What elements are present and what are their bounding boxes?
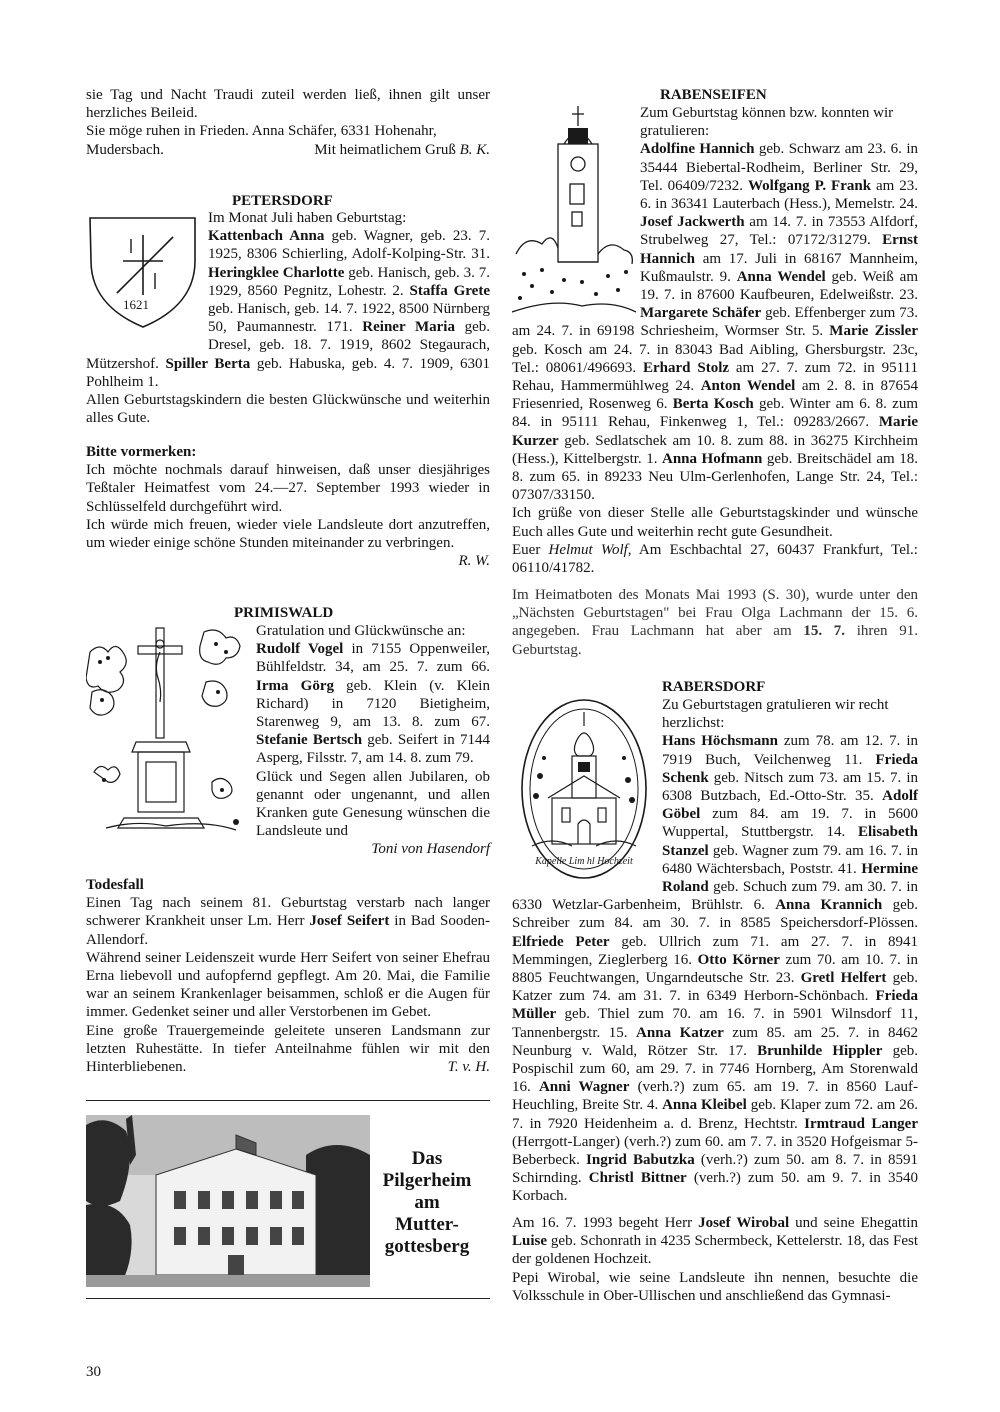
intro-line-2: Sie möge ruhen in Frieden. Anna Schäfer, 6331 Hohenahr, Mudersbach. bbox=[86, 123, 437, 158]
pilgerheim-photo bbox=[86, 1115, 370, 1287]
intro-line-1: sie Tag und Nacht Traudi zuteil werden ließ, ihnen gilt unser herzliches Beileid. bbox=[86, 87, 490, 122]
vormerken-title: Bitte vormerken: bbox=[86, 444, 197, 460]
caption-line: am bbox=[414, 1192, 440, 1213]
petersdorf-closing: Allen Geburtstagskindern die besten Glückwünsche und weiterhin alles Gute. bbox=[86, 392, 490, 427]
church-spacer bbox=[512, 104, 640, 322]
todesfall-p3: Eine große Trauergemeinde geleitete unseren Landsmann zur letzten Ruhestätte. In tiefer Anteilnahme fühlen wir mit den Hinterbliebenen. bbox=[86, 1022, 490, 1076]
vormerken-signoff: R. W. bbox=[458, 553, 490, 570]
rabersdorf-section bbox=[512, 696, 918, 1206]
petersdorf-section bbox=[86, 209, 490, 427]
vormerken-p1: Ich möchte nochmals darauf hinweisen, daß unser diesjähriges Teßtaler Heimatfest vom 24.—27. September 1993 wieder in Schlüsselfeld durchgeführt wird. bbox=[86, 462, 490, 515]
caption-line: Mutter- bbox=[395, 1214, 459, 1235]
rabenseifen-section bbox=[512, 104, 918, 577]
todesfall-signoff: T. v. H. bbox=[447, 1059, 490, 1076]
rabenseifen-intro: Zum Geburtstag können bzw. konnten wir gratulieren: bbox=[640, 105, 894, 140]
primiswald-section bbox=[256, 622, 490, 859]
photo-caption bbox=[372, 1148, 482, 1258]
correction-notice: Im Heimatboten des Monats Mai 1993 (S. 30), wurde unter den „Nächsten Geburtstagen" bei Frau Olga Lachmann der 15. 6. angegeben. Frau Lachmann hat aber am 15. 7. ihren 91. Geburtstag. bbox=[512, 587, 918, 658]
petersdorf-title: PETERSDORF bbox=[232, 193, 333, 209]
rabenseifen-closing: Ich grüße von dieser Stelle alle Geburtstagskinder und wünsche Euch alles Gute und weiterhin recht gute Gesundheit. bbox=[512, 505, 918, 540]
todesfall-section bbox=[86, 876, 490, 1076]
primiswald-signoff: Toni von Hasendorf bbox=[371, 841, 490, 858]
todesfall-p2: Während seiner Leidenszeit wurde Herr Seifert von seiner Ehefrau Erna liebevoll und aufopfernd gepflegt. Am 20. Mai, die Familie war an seinem Krankenlager beisammen, schloß er die Augen für immer. Gedenket seiner und aller Verstorbenen im Gebet. bbox=[86, 949, 490, 1021]
hochzeit-p2: Pepi Wirobal, wie seine Landsleute ihn nennen, besuchte die Volksschule in Ober-Ullischen und anschließend das Gymnasi- bbox=[512, 1269, 918, 1304]
todesfall-p1: Einen Tag nach seinem 81. Geburtstag verstarb nach langer schwerer Krankheit unser Lm. Herr Josef Seifert in Bad Sooden-Allendorf. bbox=[86, 895, 490, 948]
rabersdorf-entries: Hans Höchsmann zum 78. am 12. 7. in 7919 Buch, Veilchenweg 11. Frieda Schenk geb. Nitsch zum 73. am 15. 7. in 6308 Butzbach, Ed.-Otto-Str. 35. Adolf Göbel zum 84. am 19. 7. in 5600 Wuppertal, Stuttbergstr. 14. Elisabeth Stanzel geb. Wagner zum 79. am 16. 7. in 6480 Wächtersbach, Poststr. 41. Hermine Roland geb. Schuch zum 79. am 30. 7. in 6330 Wetzlar-Garbenheim, Brühlstr. 6. Anna Krannich geb. Schreiber zum 84. am 30. 7. in 8585 Speichersdorf-Plössen. Elfriede Peter geb. Ullrich zum 71. am 27. 7. in 8941 Memmingen, Zieglerberg 16. Otto Körner zum 70. am 10. 7. in 8805 Feuchtwangen, Ungarndeutsche Str. 23. Gretl Helfert geb. Katzer zum 74. am 31. 7. in 6349 Herborn-Schönbach. Frieda Müller geb. Thiel zum 70. am 16. 7. in 5901 Wilnsdorf 11, Tannenbergstr. 15. Anna Katzer zum 85. am 25. 7. in 8462 Neunburg v. Wald, Rötzer Str. 17. Brunhilde Hippler geb. Pospischil zum 60, am 29. 7. in 7746 Hornberg, Am Storenwald 16. Anni Wagner (verh.?) zum 65. am 19. 7. in 8560 Lauf-Heuchling, Breite Str. 4. Anna Kleibel geb. Klaper zum 72. am 26. 7. in 7920 Heidenheim a. d. Brenz, Hechtstr. Irmtraud Langer (Herrgott-Langer) (verh.?) zum 60. am 7. 7. in 3520 Hofgeismar 5-Beberbeck. Ingrid Babutzka (verh.?) zum 50. am 8. 7. in 8591 Schirnding. Christl Bittner (verh.?) zum 50. am 9. 7. in 3540 Korbach. bbox=[512, 733, 919, 1205]
rabersdorf-intro: Zu Geburtstagen gratulieren wir recht herzlichst: bbox=[662, 697, 889, 732]
primiswald-title: PRIMISWALD bbox=[234, 605, 334, 621]
todesfall-title: Todesfall bbox=[86, 877, 144, 893]
divider-bottom bbox=[86, 1298, 490, 1299]
caption-line: gottesberg bbox=[384, 1236, 470, 1257]
divider-top bbox=[86, 1100, 490, 1101]
primiswald-closing: Glück und Segen allen Jubilaren, ob genannt oder ungenannt, und allen Kranken gute Genesung wünschen die Landsleute und bbox=[256, 768, 490, 840]
medallion-spacer bbox=[512, 696, 662, 892]
petersdorf-entries: Kattenbach Anna geb. Wagner, geb. 23. 7. 1925, 8306 Schierling, Adolf-Kolping-Str. 31. Heringklee Charlotte geb. Hanisch, geb. 3. 7. 1929, 8560 Pegnitz, Lohestr. 2. Staffa Grete geb. Hanisch, geb. 14. 7. 1922, 8500 Nürnberg 50, Paumannestr. 171. Reiner Maria geb. Dresel, geb. 18. 7. 1919, 8602 Stegaurach, Mützershof. Spiller Berta geb. Habuska, geb. 4. 7. 1909, 6301 Pohlheim 1. bbox=[86, 228, 491, 390]
hochzeit-section bbox=[512, 1214, 918, 1305]
primiswald-entries: Rudolf Vogel in 7155 Oppenweiler, Bühlfeldstr. 34, am 25. 7. zum 66. Irma Görg geb. Klein (v. Klein Richard) in 7120 Bietigheim, Starenweg 9, am 13. 8. zum 67. Stefanie Bertsch geb. Seifert in 7144 Asperg, Filsstr. 7, am 14. 8. zum 79. bbox=[256, 641, 491, 767]
caption-line: Das bbox=[411, 1148, 443, 1169]
vormerken-p2: Ich würde mich freuen, wieder viele Landsleute dort anzutreffen, um wieder einige schöne Stunden miteinander zu verbringen. bbox=[86, 516, 490, 552]
medallion-text: Kapelle Lim hl Hochzeit bbox=[535, 856, 633, 867]
wayside-cross-illustration-icon bbox=[86, 622, 246, 840]
rabersdorf-title: RABERSDORF bbox=[662, 679, 766, 695]
rabenseifen-title: RABENSEIFEN bbox=[660, 87, 767, 103]
rabenseifen-entries: Adolfine Hannich geb. Schwarz am 23. 6. in 35444 Biebertal-Rodheim, Berliner Str. 29, Tel. 06409/7232. Wolfgang P. Frank am 23. 6. in 36341 Lauterbach (Hess.), Memelstr. 24. Josef Jackwerth am 14. 7. in 73553 Alfdorf, Strubelweg 27, Tel.: 07172/31279. Ernst Hannich am 17. Juli in 68167 Mannheim, Kußmaulstr. 9. Anna Wendel geb. Weiß am 19. 7. in 87600 Kaufbeuren, Edelweißstr. 23. Margarete Schäfer geb. Effenberger zum 73. am 24. 7. in 69198 Schriesheim, Wormser Str. 5. Marie Zissler geb. Kosch am 24. 7. in 83043 Bad Aibling, Ghersburgstr. 23c, Tel.: 08061/496693. Erhard Stolz am 27. 7. zum 72. in 95111 Rehau, Hammermühlweg 24. Anton Wendel am 2. 8. in 87654 Friesenried, Rosenweg 6. Berta Kosch geb. Winter am 6. 8. zum 84. in 95111 Rehau, Finkenweg 1, Tel.: 09283/2667. Marie Kurzer geb. Sedlatschek am 10. 8. zum 88. in 36275 Kirchheim (Hess.), Kittelbergstr. 1. Anna Hofmann geb. Breitschädel am 18. 8. zum 65. in 89233 Neu Ulm-Gerlenhofen, Lange Str. 24, Tel.: 07307/33150. bbox=[512, 141, 919, 504]
hochzeit-p1: Am 16. 7. 1993 begeht Herr Josef Wirobal und seine Ehegattin Luise geb. Schonrath in 4235 Schermbeck, Kettelerstr. 18, das Fest der goldenen Hochzeit. bbox=[512, 1215, 919, 1268]
primiswald-intro: Gratulation und Glückwünsche an: bbox=[256, 623, 466, 639]
left-intro bbox=[86, 86, 490, 159]
page-number: 30 bbox=[86, 1364, 101, 1380]
caption-line: Pilgerheim bbox=[382, 1170, 472, 1191]
petersdorf-intro: Im Monat Juli haben Geburtstag: bbox=[208, 210, 407, 226]
shield-year: 1621 bbox=[123, 297, 149, 312]
rabenseifen-signoff: Euer Helmut Wolf, Am Eschbachtal 27, 60437 Frankfurt, Tel.: 06110/41782. bbox=[512, 541, 918, 577]
shield-spacer bbox=[86, 209, 208, 337]
vormerken-section bbox=[86, 443, 490, 570]
intro-signoff: Mit heimatlichem Gruß B. K. bbox=[314, 141, 490, 158]
